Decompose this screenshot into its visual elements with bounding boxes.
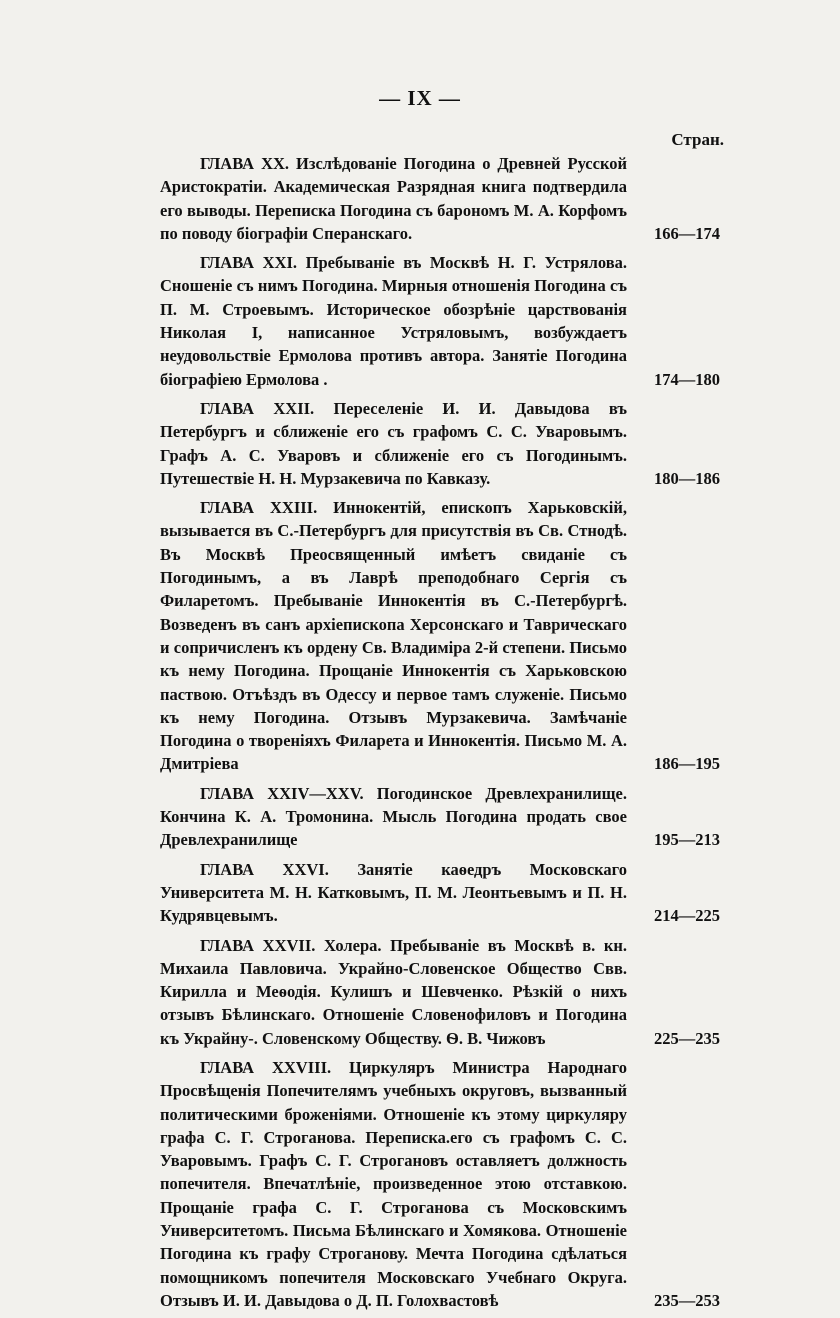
page-range: 186—195 xyxy=(654,754,720,774)
toc-entry-ch21 xyxy=(160,251,720,391)
chapter-summary: Холера. Пребыванiе въ Москвѣ в. кн. Михаила Павловича. Украйно-Словенское Общество Свв. Кирилла и Меѳодiя. Кулишъ и Шевченко. Рѣзкiй о нихъ отзывъ Бѣлинскаго. Отношенiе Словенофиловъ и Погодина къ Украйну-. Словенскому Обществу. Ѳ. В. Чижовъ xyxy=(160,935,627,1048)
toc-entry-ch28 xyxy=(160,1056,720,1312)
table-of-contents xyxy=(160,152,720,1318)
pages-column-header: Стран. xyxy=(671,130,724,149)
chapter-title: ГЛАВА XXVI. xyxy=(200,859,329,879)
page-range: 225—235 xyxy=(654,1028,720,1048)
toc-entry-ch22 xyxy=(160,397,720,490)
page-range: 195—213 xyxy=(654,830,720,850)
chapter-summary: Циркуляръ Министра Народнаго Просвѣщенiя Попечителямъ учебныхъ округовъ, вызванный политическими броженiями. Отношенiе къ этому циркуляру графа С. Г. Строганова. Переписка.его съ графомъ С. С. Уваровымъ. Графъ С. Г. Строгановъ оставляетъ должность попечителя. Впечатлѣнiе, произведенное этою отставкою. Прощанiе графа С. Г. Строганова съ Московскимъ Университетомъ. Письма Бѣлинскаго и Хомякова. Отношенiе Погодина къ графу Строганову. Мечта Погодина сдѣлаться помощникомъ попечителя Московскаго Учебнаго Округа. Отзывъ И. И. Давыдова о Д. П. Голохвастовѣ xyxy=(160,1057,628,1310)
toc-entry-ch20 xyxy=(160,152,720,245)
page-range: 180—186 xyxy=(654,468,720,488)
chapter-summary: Пребыванiе въ Москвѣ Н. Г. Устрялова. Сношенiе съ нимъ Погодина. Мирныя отношенiя Погодина съ П. М. Строевымъ. Историческое обозрѣнiе царствованiя Николая I, написанное Устряловымъ, возбуждаетъ неудовольствiе Ермолова противъ автора. Занятiе Погодина бiографiею Ермолова . xyxy=(160,253,627,389)
page-number: — IX — xyxy=(379,86,461,110)
toc-entry-ch24-25 xyxy=(160,782,720,852)
page-range: 166—174 xyxy=(654,223,720,243)
chapter-summary: Изслѣдованiе Погодина о Древней Русской Аристократiи. Академическая Разрядная книга подтвердила его выводы. Переписка Погодина съ барономъ М. А. Корфомъ по поводу бiографiи Сперанскаго. xyxy=(160,154,627,243)
chapter-title: ГЛАВА XXI. xyxy=(200,253,298,273)
chapter-title: ГЛАВА XXVIII. xyxy=(200,1057,332,1077)
chapter-summary: Занятiе каѳедръ Московскаго Университета М. Н. Катковымъ, П. М. Леонтьевымъ и П. Н. Кудрявцевымъ. xyxy=(160,859,627,926)
chapter-title: ГЛАВА XXVII. xyxy=(200,935,316,955)
page-range: 214—225 xyxy=(654,906,720,926)
chapter-summary: Погодинское Древлехранилище. Кончина К. А. Тромонина. Мысль Погодина продать свое Древлехранилище xyxy=(160,783,628,850)
chapter-summary: Переселенiе И. И. Давыдова въ Петербургъ и сближенiе его съ графомъ С. С. Уваровымъ. Графъ А. С. Уваровъ и сближенiе его съ Погодинымъ. Путешествiе Н. Н. Мурзакевича по Кавказу. xyxy=(160,398,628,488)
chapter-title: ГЛАВА XXIII. xyxy=(200,498,318,518)
toc-entry-ch26 xyxy=(160,858,720,928)
page-range: 235—253 xyxy=(654,1290,720,1310)
chapter-title: ГЛАВА XX. xyxy=(200,154,290,173)
page-range: 174—180 xyxy=(654,369,720,389)
chapter-summary: Иннокентiй, епископъ Харьковскiй, вызывается въ С.-Петербургъ для присутствiя въ Св. Стнодѣ. Въ Москвѣ Преосвященный имѣетъ свиданiе съ Погодинымъ, а въ Лаврѣ преподобнаго Сергiя съ Филаретомъ. Пребыванiе Иннокентiя въ С.-Петербургѣ. Возведенъ въ санъ архiепископа Херсонскаго и Таврическаго и сопричисленъ къ ордену Св. Владимiра 2-й степени. Письмо къ нему Погодина. Прощанiе Иннокентiя съ Харьковскою паствою. Отъѣздъ въ Одессу и первое тамъ служенiе. Письмо къ нему Погодина. Отзывъ Мурзакевича. Замѣчанiе Погодина о творенiяхъ Филарета и Иннокентiя. Письмо М. А. Дмитрiева xyxy=(160,498,628,774)
toc-entry-ch23 xyxy=(160,496,720,776)
toc-entry-ch27 xyxy=(160,934,720,1050)
chapter-title: ГЛАВА XXIV—XXV. xyxy=(200,783,364,803)
chapter-title: ГЛАВА XXII. xyxy=(200,398,315,418)
